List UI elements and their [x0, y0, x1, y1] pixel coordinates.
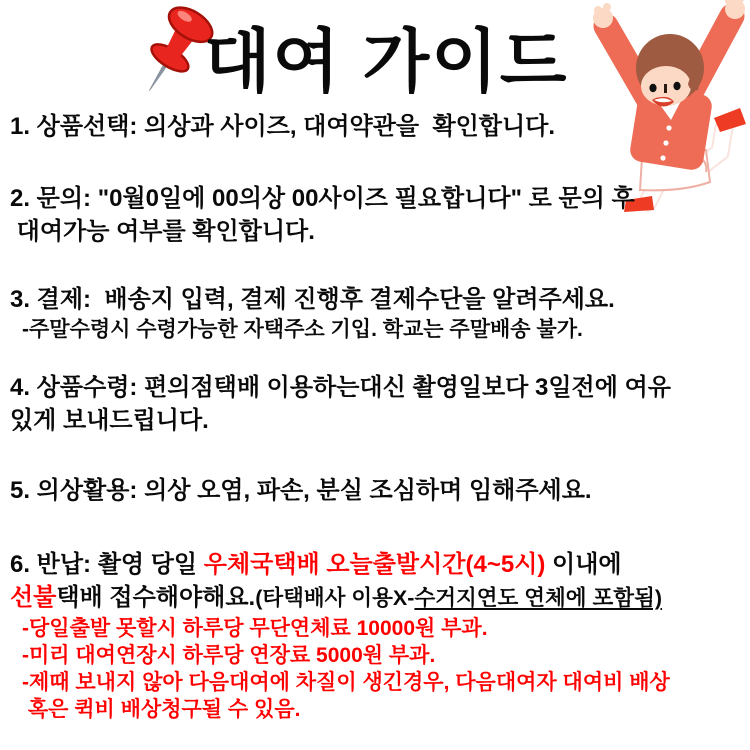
text-segment: -미리 대여연장시 하루당 연장료 5000원 부과.	[22, 644, 436, 667]
text-segment: 선불	[10, 584, 57, 611]
guide-line	[10, 215, 748, 248]
guide-line	[10, 182, 748, 215]
guide-line	[10, 474, 748, 507]
guide-item-5	[10, 474, 748, 507]
guide-item-4	[10, 371, 748, 437]
text-segment: 6. 반납: 촬영 당일	[10, 551, 204, 578]
text-segment: 대여가능 여부를 확인합니다.	[10, 218, 315, 245]
text-segment: 수거지연도 연체에 포함됨)	[414, 586, 663, 610]
page-title: 대여 가이드	[204, 23, 569, 100]
guide-line	[10, 696, 748, 723]
guide-line	[10, 642, 748, 669]
text-segment: (타택배사 이용X-	[255, 586, 415, 610]
text-segment: 택배 접수해야해요.	[56, 584, 256, 611]
guide-line	[10, 615, 748, 642]
guide-item-1	[10, 110, 748, 143]
text-segment: -당일출발 못할시 하루당 무단연체료 10000원 부과.	[22, 617, 488, 640]
guide-line	[10, 371, 748, 404]
text-segment: 이내에	[545, 551, 622, 578]
text-segment: -주말수령시 수령가능한 자택주소 기입. 학교는 주말배송 불가.	[22, 318, 583, 341]
guide-item-2	[10, 182, 748, 248]
guide-line	[10, 548, 748, 581]
text-segment: 있게 보내드립니다.	[10, 407, 209, 434]
guide-item-3	[10, 283, 748, 343]
guide-item-6	[10, 548, 748, 723]
guide-line	[10, 110, 748, 143]
jumping-boy-illustration	[590, 0, 750, 212]
guide-line	[10, 283, 748, 316]
guide-line	[10, 316, 748, 343]
text-segment: 4. 상품수령: 편의점택배 이용하는대신 촬영일보다 3일전에 여유	[10, 374, 671, 401]
guide-line	[10, 581, 748, 615]
text-segment: 우체국택배 오늘출발시간(4~5시)	[203, 551, 546, 578]
guide-line	[10, 404, 748, 437]
text-segment: 3. 결제: 배송지 입력, 결제 진행후 결제수단을 알려주세요.	[10, 286, 615, 313]
text-segment: 혹은 퀵비 배상청구될 수 있음.	[22, 698, 301, 721]
text-segment: 1. 상품선택: 의상과 사이즈, 대여약관을 확인합니다.	[10, 113, 556, 140]
text-segment: -제때 보내지 않아 다음대여에 차질이 생긴경우, 다음대여자 대여비 배상	[22, 671, 670, 694]
text-segment: 2. 문의: "0월0일에 00의상 00사이즈 필요합니다" 로 문의 후	[10, 185, 635, 212]
text-segment: 5. 의상활용: 의상 오염, 파손, 분실 조심하며 임해주세요.	[10, 477, 592, 504]
guide-line	[10, 669, 748, 696]
